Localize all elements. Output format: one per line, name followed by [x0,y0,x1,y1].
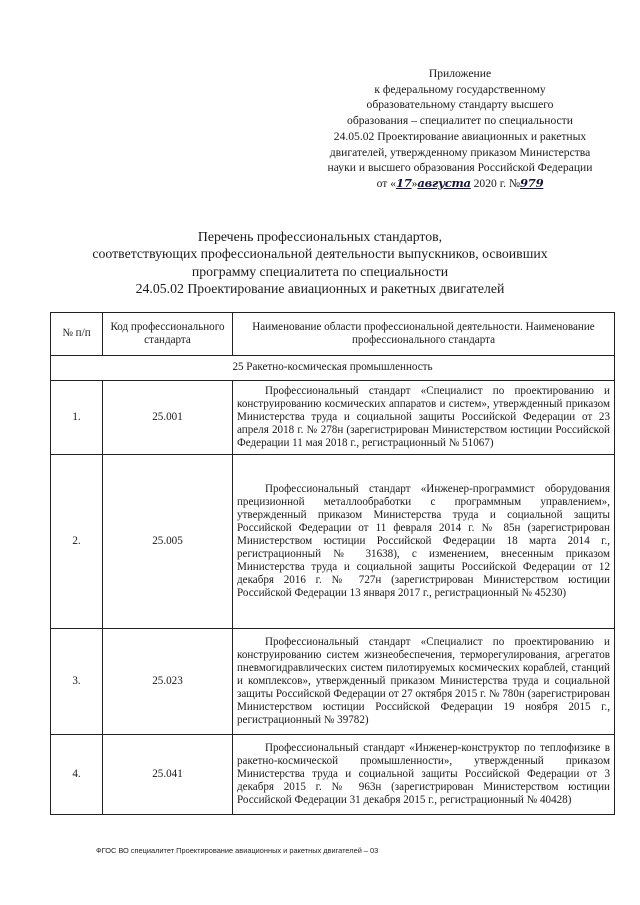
order-year: 2020 г. № [473,176,521,190]
row-num: 4. [51,735,103,815]
appendix-line: образовательному стандарту высшего [366,98,554,112]
row-description [233,381,615,455]
row-code: 25.005 [103,455,233,629]
row-num: 3. [51,629,103,735]
order-day-handwritten: 17 [396,175,412,190]
table-row [51,381,615,455]
appendix-line: науки и высшего образования Российской Федерации [327,161,593,175]
row-description [233,455,615,629]
appendix-line: Приложение [428,67,492,80]
appendix-line: 24.05.02 Проектирование авиационных и ракетных [333,129,587,143]
page-footer: ФГОС ВО специалитет Проектирование авиационных и ракетных двигателей – 03 [96,846,379,855]
row-code: 25.023 [103,629,233,735]
row-num: 2. [51,455,103,629]
appendix-line: к федеральному государственному [374,82,546,96]
document-title [40,228,600,298]
header-name: Наименование области профессиональной деятельности. Наименование профессионального стандарта [233,313,615,356]
row-code: 25.001 [103,381,233,455]
standards-table [50,312,615,815]
order-prefix: от « [376,176,397,190]
row-description-text: Профессиональный стандарт «Инженер-конструктор по теплофизике в ракетно-космической промышленности», утвержденный приказом Министерства труда и социальной защиты Российской Федерации от 3 декабря 2015 г. № 963н (зарегистрирован Министерством юстиции Российской Федерации 31 декабря 2015 г., регистрационный № 40428) [237,741,610,807]
order-month-handwritten: августа [417,175,471,190]
appendix-line: образования – специалитет по специальности [347,114,573,128]
table-header-row [51,313,615,356]
order-mid: » [411,176,418,190]
order-number-handwritten: 979 [520,175,544,190]
title-line: Перечень профессиональных стандартов, [197,229,443,244]
row-description [233,735,615,815]
appendix-block [300,66,620,192]
appendix-line: двигателей, утвержденному приказом Министерства [329,145,591,159]
title-line: соответствующих профессиональной деятельности выпускников, освоивших [92,246,548,262]
row-num: 1. [51,381,103,455]
header-code: Код профессионального стандарта [103,313,233,356]
table-row [51,735,615,815]
header-num: № п/п [51,313,103,356]
row-description-text: Профессиональный стандарт «Инженер-программист оборудования прецизионной металлообработки с программным управлением», утвержденный приказом Министерства труда и социальной защиты Российской Федерации от 11 февраля 2014 г. № 85н (зарегистрирован Министерством юстиции Российской Федерации 18 марта 2014 г., регистрационный № 31638), с изменением, внесенным приказом Министерства труда и социальной защиты Российской Федерации от 12 декабря 2016 г. № 727н (зарегистрирован Министерством юстиции Российской Федерации 13 января 2017 г., регистрационный № 45230) [237,482,610,600]
title-line: программу специалитета по специальности [191,263,449,279]
table-row [51,455,615,629]
table-row [51,629,615,735]
section-row [51,356,615,381]
order-line [300,176,620,192]
section-title: 25 Ракетно-космическая промышленность [51,356,615,381]
row-description-text: Профессиональный стандарт «Специалист по проектированию и конструированию систем жизнеобеспечения, терморегулирования, агрегатов пневмогидравлических систем пилотируемых космических кораблей, станций и комплексов», утвержденный приказом Министерства труда и социальной защиты Российской Федерации от 27 октября 2015 г. № 780н (зарегистрирован Министерством юстиции Российской Федерации 19 ноября 2015 г., регистрационный № 39782) [237,635,610,727]
row-description-text: Профессиональный стандарт «Специалист по проектированию и конструированию космических аппаратов и систем», утвержденный приказом Министерства труда и социальной защиты Российской Федерации от 23 апреля 2018 г. № 278н (зарегистрирован Министерством юстиции Российской Федерации 11 мая 2018 г., регистрационный № 51067) [237,384,610,450]
row-description [233,629,615,735]
row-code: 25.041 [103,735,233,815]
title-line: 24.05.02 Проектирование авиационных и ракетных двигателей [135,281,505,297]
